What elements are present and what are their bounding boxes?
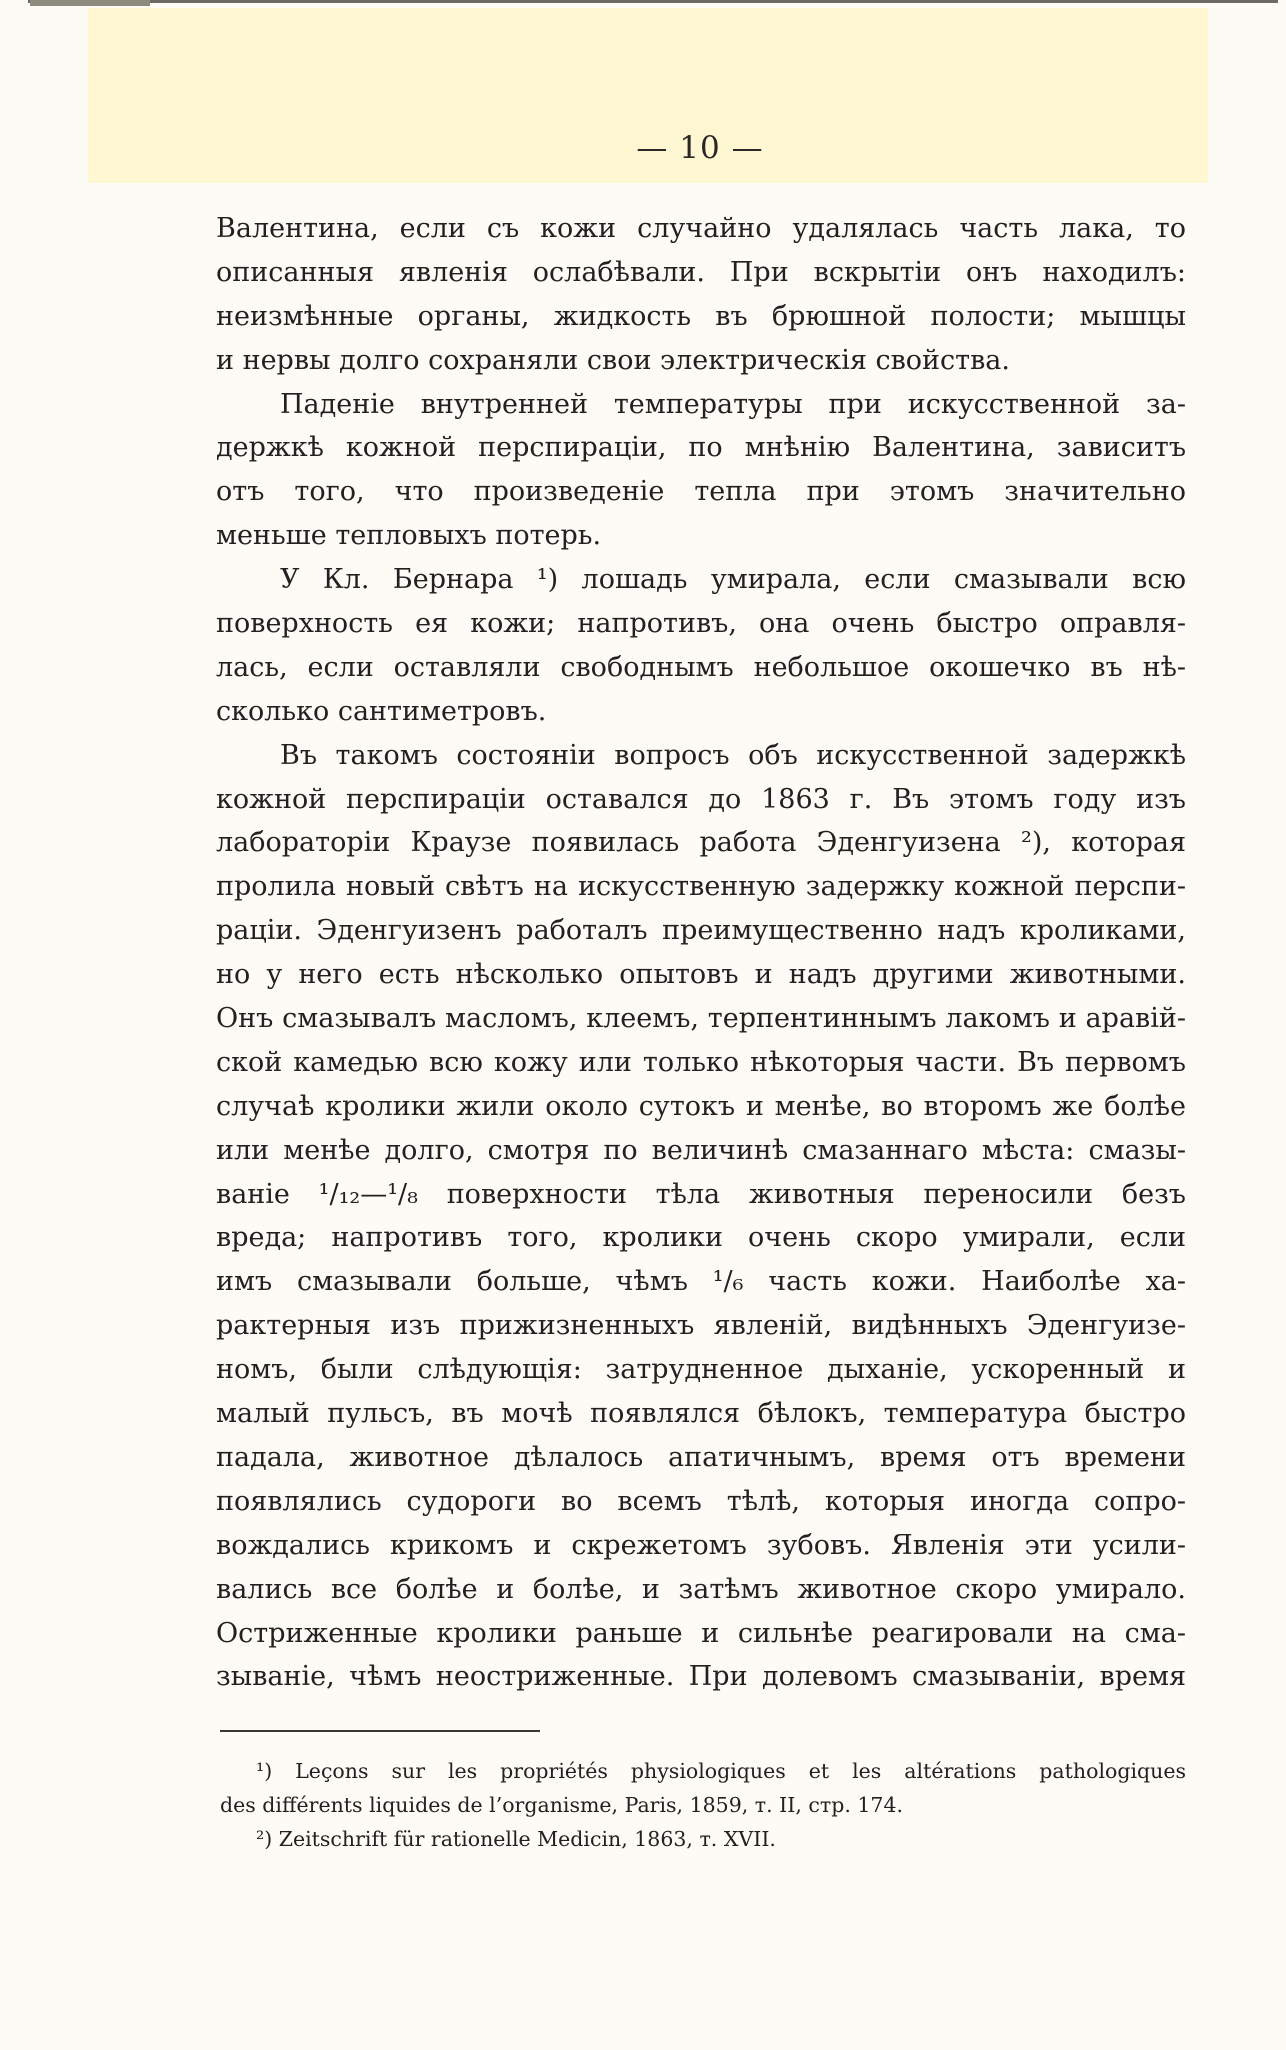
text-line: лабораторіи Краузе появилась работа Эденгуизена ²), которая <box>216 827 1186 859</box>
text-line: вождались крикомъ и скрежетомъ зубовъ. Явленія эти усили- <box>216 1529 1186 1561</box>
text-line: раціи. Эденгуизенъ работалъ преимущественно надъ кроликами, <box>216 915 1186 947</box>
text-line: вреда; напротивъ того, кролики очень скоро умирали, если <box>216 1222 1186 1254</box>
text-line: ской камедью всю кожу или только нѣкоторыя части. Въ первомъ <box>216 1046 1186 1078</box>
footnote-line: ²) Zeitschrift für rationelle Medicin, 1863, т. XVII. <box>256 1827 776 1851</box>
text-line: кожной перспираціи оставался до 1863 г. Въ этомъ году изъ <box>216 783 1186 815</box>
text-line: появлялись судороги во всемъ тѣлѣ, которыя иногда сопро- <box>216 1485 1186 1517</box>
text-line: ваніе ¹/₁₂—¹/₈ поверхности тѣла животныя переносили безъ <box>216 1178 1186 1210</box>
top-edge-rule <box>28 0 1278 3</box>
text-line: малый пульсъ, въ мочѣ появлялся бѣлокъ, температура быстро <box>216 1398 1186 1430</box>
footnote-line: des différents liquides de l’organisme, Paris, 1859, т. II, стр. 174. <box>220 1793 904 1817</box>
text-line: или менѣе долго, смотря по величинѣ смазаннаго мѣста: смазы- <box>216 1134 1186 1166</box>
text-line: рактерныя изъ прижизненныхъ явленій, видѣнныхъ Эденгуизе- <box>216 1310 1186 1342</box>
text-line: Въ такомъ состояніи вопросъ объ искусственной задержкѣ <box>280 739 1186 771</box>
text-line: сколько сантиметровъ. <box>216 695 547 727</box>
text-line: отъ того, что произведеніе тепла при этомъ значительно <box>216 476 1186 508</box>
text-line: описанныя явленія ослабѣвали. При вскрытіи онъ находилъ: <box>216 256 1186 288</box>
page-number: — 10 — <box>636 130 764 166</box>
footnotes <box>220 1754 1186 1856</box>
text-line: но у него есть нѣсколько опытовъ и надъ другими животными. <box>216 959 1186 991</box>
text-line: Паденіе внутренней температуры при искусственной за- <box>280 388 1186 420</box>
footnote-line: ¹) Leçons sur les propriétés physiologiques et les altérations pathologiques <box>256 1759 1186 1783</box>
text-line: зываніе, чѣмъ неостриженные. При долевомъ смазываніи, время <box>216 1661 1186 1693</box>
text-line: Онъ смазывалъ масломъ, клеемъ, терпентиннымъ лакомъ и аравій- <box>216 1003 1186 1035</box>
text-line: лась, если оставляли свободнымъ небольшое окошечко въ нѣ- <box>216 651 1186 683</box>
text-line: номъ, были слѣдующія: затрудненное дыханіе, ускоренный и <box>216 1354 1186 1386</box>
text-line: У Кл. Бернара ¹) лошадь умирала, если смазывали всю <box>280 564 1186 596</box>
text-line: вались все болѣе и болѣе, и затѣмъ животное скоро умирало. <box>216 1573 1186 1605</box>
text-line: имъ смазывали больше, чѣмъ ¹/₆ часть кожи. Наиболѣе ха- <box>216 1266 1186 1298</box>
text-line: случаѣ кролики жили около сутокъ и менѣе, во второмъ же болѣе <box>216 1090 1186 1122</box>
text-line: Остриженные кролики раньше и сильнѣе реагировали на сма- <box>216 1617 1186 1649</box>
text-line: и нервы долго сохраняли свои электрическія свойства. <box>216 344 1010 376</box>
body-text <box>216 207 1186 1699</box>
text-line: держкѣ кожной перспираціи, по мнѣнію Валентина, зависитъ <box>216 432 1186 464</box>
text-line: поверхность ея кожи; напротивъ, она очень быстро оправля- <box>216 608 1186 640</box>
text-line: падала, животное дѣлалось апатичнымъ, время отъ времени <box>216 1441 1186 1473</box>
footnote-separator <box>220 1730 540 1732</box>
text-line: пролила новый свѣтъ на искусственную задержку кожной перспи- <box>216 871 1186 903</box>
text-line: Валентина, если съ кожи случайно удалялась часть лака, то <box>216 213 1186 244</box>
text-line: неизмѣнные органы, жидкость въ брюшной полости; мышцы <box>216 300 1186 332</box>
text-line: меньше тепловыхъ потерь. <box>216 520 602 552</box>
top-edge-tab <box>30 0 150 6</box>
